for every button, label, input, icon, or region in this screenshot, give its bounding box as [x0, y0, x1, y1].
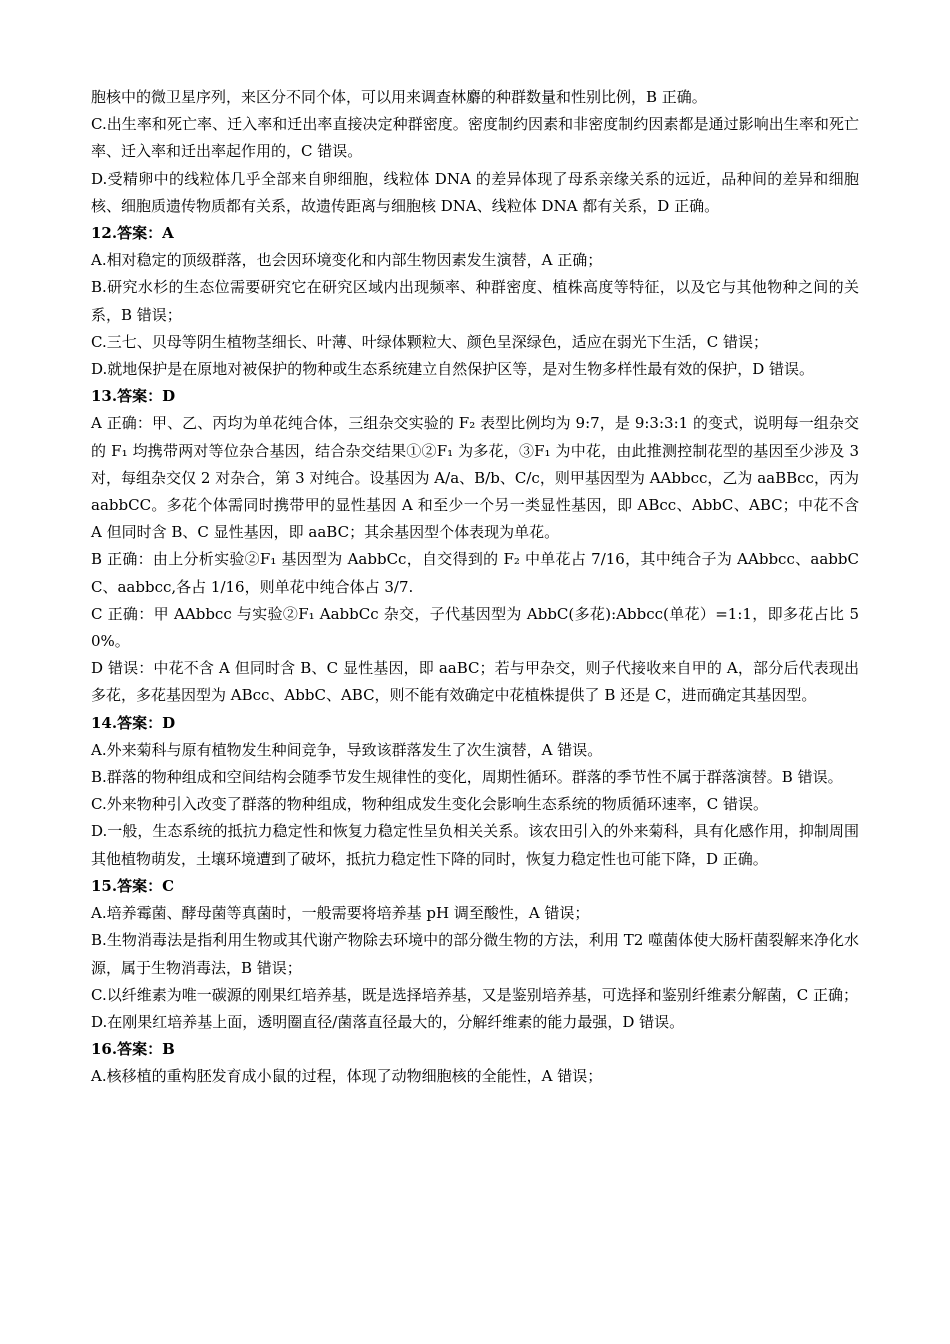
answer-heading: 14.答案：D	[91, 713, 176, 732]
text-line: C.三七、贝母等阴生植物茎细长、叶薄、叶绿体颗粒大、颜色呈深绿色，适应在弱光下生活，C 错误；	[91, 332, 768, 351]
text-line: B.研究水杉的生态位需要研究它在研究区域内出现频率、种群密度、植株高度等特征，以及它与其他物种之间的关系，B 错误；	[91, 278, 859, 324]
text-line: A.相对稳定的顶级群落，也会因环境变化和内部生物因素发生演替，A 正确；	[91, 251, 603, 270]
text-line: A.培养霉菌、酵母菌等真菌时，一般需要将培养基 pH 调至酸性，A 错误；	[91, 904, 590, 923]
answer-heading: 13.答案：D	[91, 387, 176, 406]
text-line: A 正确：甲、乙、丙均为单花纯合体，三组杂交实验的 F₂ 表型比例均为 9:7，是 9:3:3:1 的变式，说明每一组杂交的 F₁ 均携带两对等位杂合基因，结合杂交结果①②F₁ 为多花，③F₁ 为中花，由此推测控制花型的基因至少涉及 3 对，每组杂交仅 2 对杂合，第 3 对纯合。设基因为 A/a、B/b、C/c，则甲基因型为 AAbbcc，乙为 aaBBcc，丙为 aabbCC。多花个体需同时携带甲的显性基因 A 和至少一个另一类显性基因，即 ABcc、AbbC、ABC；中花不含 A 但同时含 B、C 显性基因，即 aaBC；其余基因型个体表现为单花。	[91, 414, 859, 542]
text-line: B 正确：由上分析实验②F₁ 基因型为 AabbCc，自交得到的 F₂ 中单花占 7/16，其中纯合子为 AAbbcc、aabbCC、aabbcc,各占 1/16，则单花中纯合体占 3/7.	[91, 550, 859, 596]
answer-heading: 12.答案：A	[91, 224, 174, 243]
answer-heading: 15.答案：C	[91, 876, 175, 895]
text-line: D 错误：中花不含 A 但同时含 B、C 显性基因，即 aaBC；若与甲杂交，则子代接收来自甲的 A，部分后代表现出多花，多花基因型为 ABcc、AbbC、ABC，则不能有效确定中花植株提供了 B 还是 C，进而确定其基因型。	[91, 659, 859, 705]
text-line: B.生物消毒法是指利用生物或其代谢产物除去环境中的部分微生物的方法，利用 T2 噬菌体使大肠杆菌裂解来净化水源，属于生物消毒法，B 错误；	[91, 931, 859, 977]
text-line: D.一般，生态系统的抵抗力稳定性和恢复力稳定性呈负相关关系。该农田引入的外来菊科，具有化感作用，抑制周围其他植物萌发，土壤环境遭到了破坏，抵抗力稳定性下降的同时，恢复力稳定性也可能下降，D 正确。	[91, 822, 859, 868]
answer-explanation-page	[91, 84, 859, 1091]
text-line: 胞核中的微卫星序列，来区分不同个体，可以用来调查林麝的种群数量和性别比例，B 正确。	[91, 88, 707, 106]
text-line: D.就地保护是在原地对被保护的物种或生态系统建立自然保护区等，是对生物多样性最有效的保护，D 错误。	[91, 360, 815, 379]
text-line: A.核移植的重构胚发育成小鼠的过程，体现了动物细胞核的全能性，A 错误；	[91, 1067, 603, 1086]
answer-heading: 16.答案：B	[91, 1040, 175, 1059]
text-line: C.出生率和死亡率、迁入率和迁出率直接决定种群密度。密度制约因素和非密度制约因素都是通过影响出生率和死亡率、迁入率和迁出率起作用的，C 错误。	[91, 115, 859, 161]
text-line: C.外来物种引入改变了群落的物种组成，物种组成发生变化会影响生态系统的物质循环速率，C 错误。	[91, 795, 768, 814]
text-line: C 正确：甲 AAbbcc 与实验②F₁ AabbCc 杂交，子代基因型为 AbbC(多花):Abbcc(单花）=1:1，即多花占比 50%。	[91, 604, 859, 651]
text-line: A.外来菊科与原有植物发生种间竞争，导致该群落发生了次生演替，A 错误。	[91, 740, 603, 759]
text-line: D.在刚果红培养基上面，透明圈直径/菌落直径最大的，分解纤维素的能力最强，D 错误。	[91, 1012, 685, 1031]
text-line: B.群落的物种组成和空间结构会随季节发生规律性的变化，周期性循环。群落的季节性不属于群落演替。B 错误。	[91, 768, 843, 787]
text-line: D.受精卵中的线粒体几乎全部来自卵细胞，线粒体 DNA 的差异体现了母系亲缘关系的远近，品种间的差异和细胞核、细胞质遗传物质都有关系，故遗传距离与细胞核 DNA、线粒体 DNA 都有关系，D 正确。	[91, 169, 859, 215]
text-line: C.以纤维素为唯一碳源的刚果红培养基，既是选择培养基，又是鉴别培养基，可选择和鉴别纤维素分解菌，C 正确；	[91, 985, 858, 1004]
